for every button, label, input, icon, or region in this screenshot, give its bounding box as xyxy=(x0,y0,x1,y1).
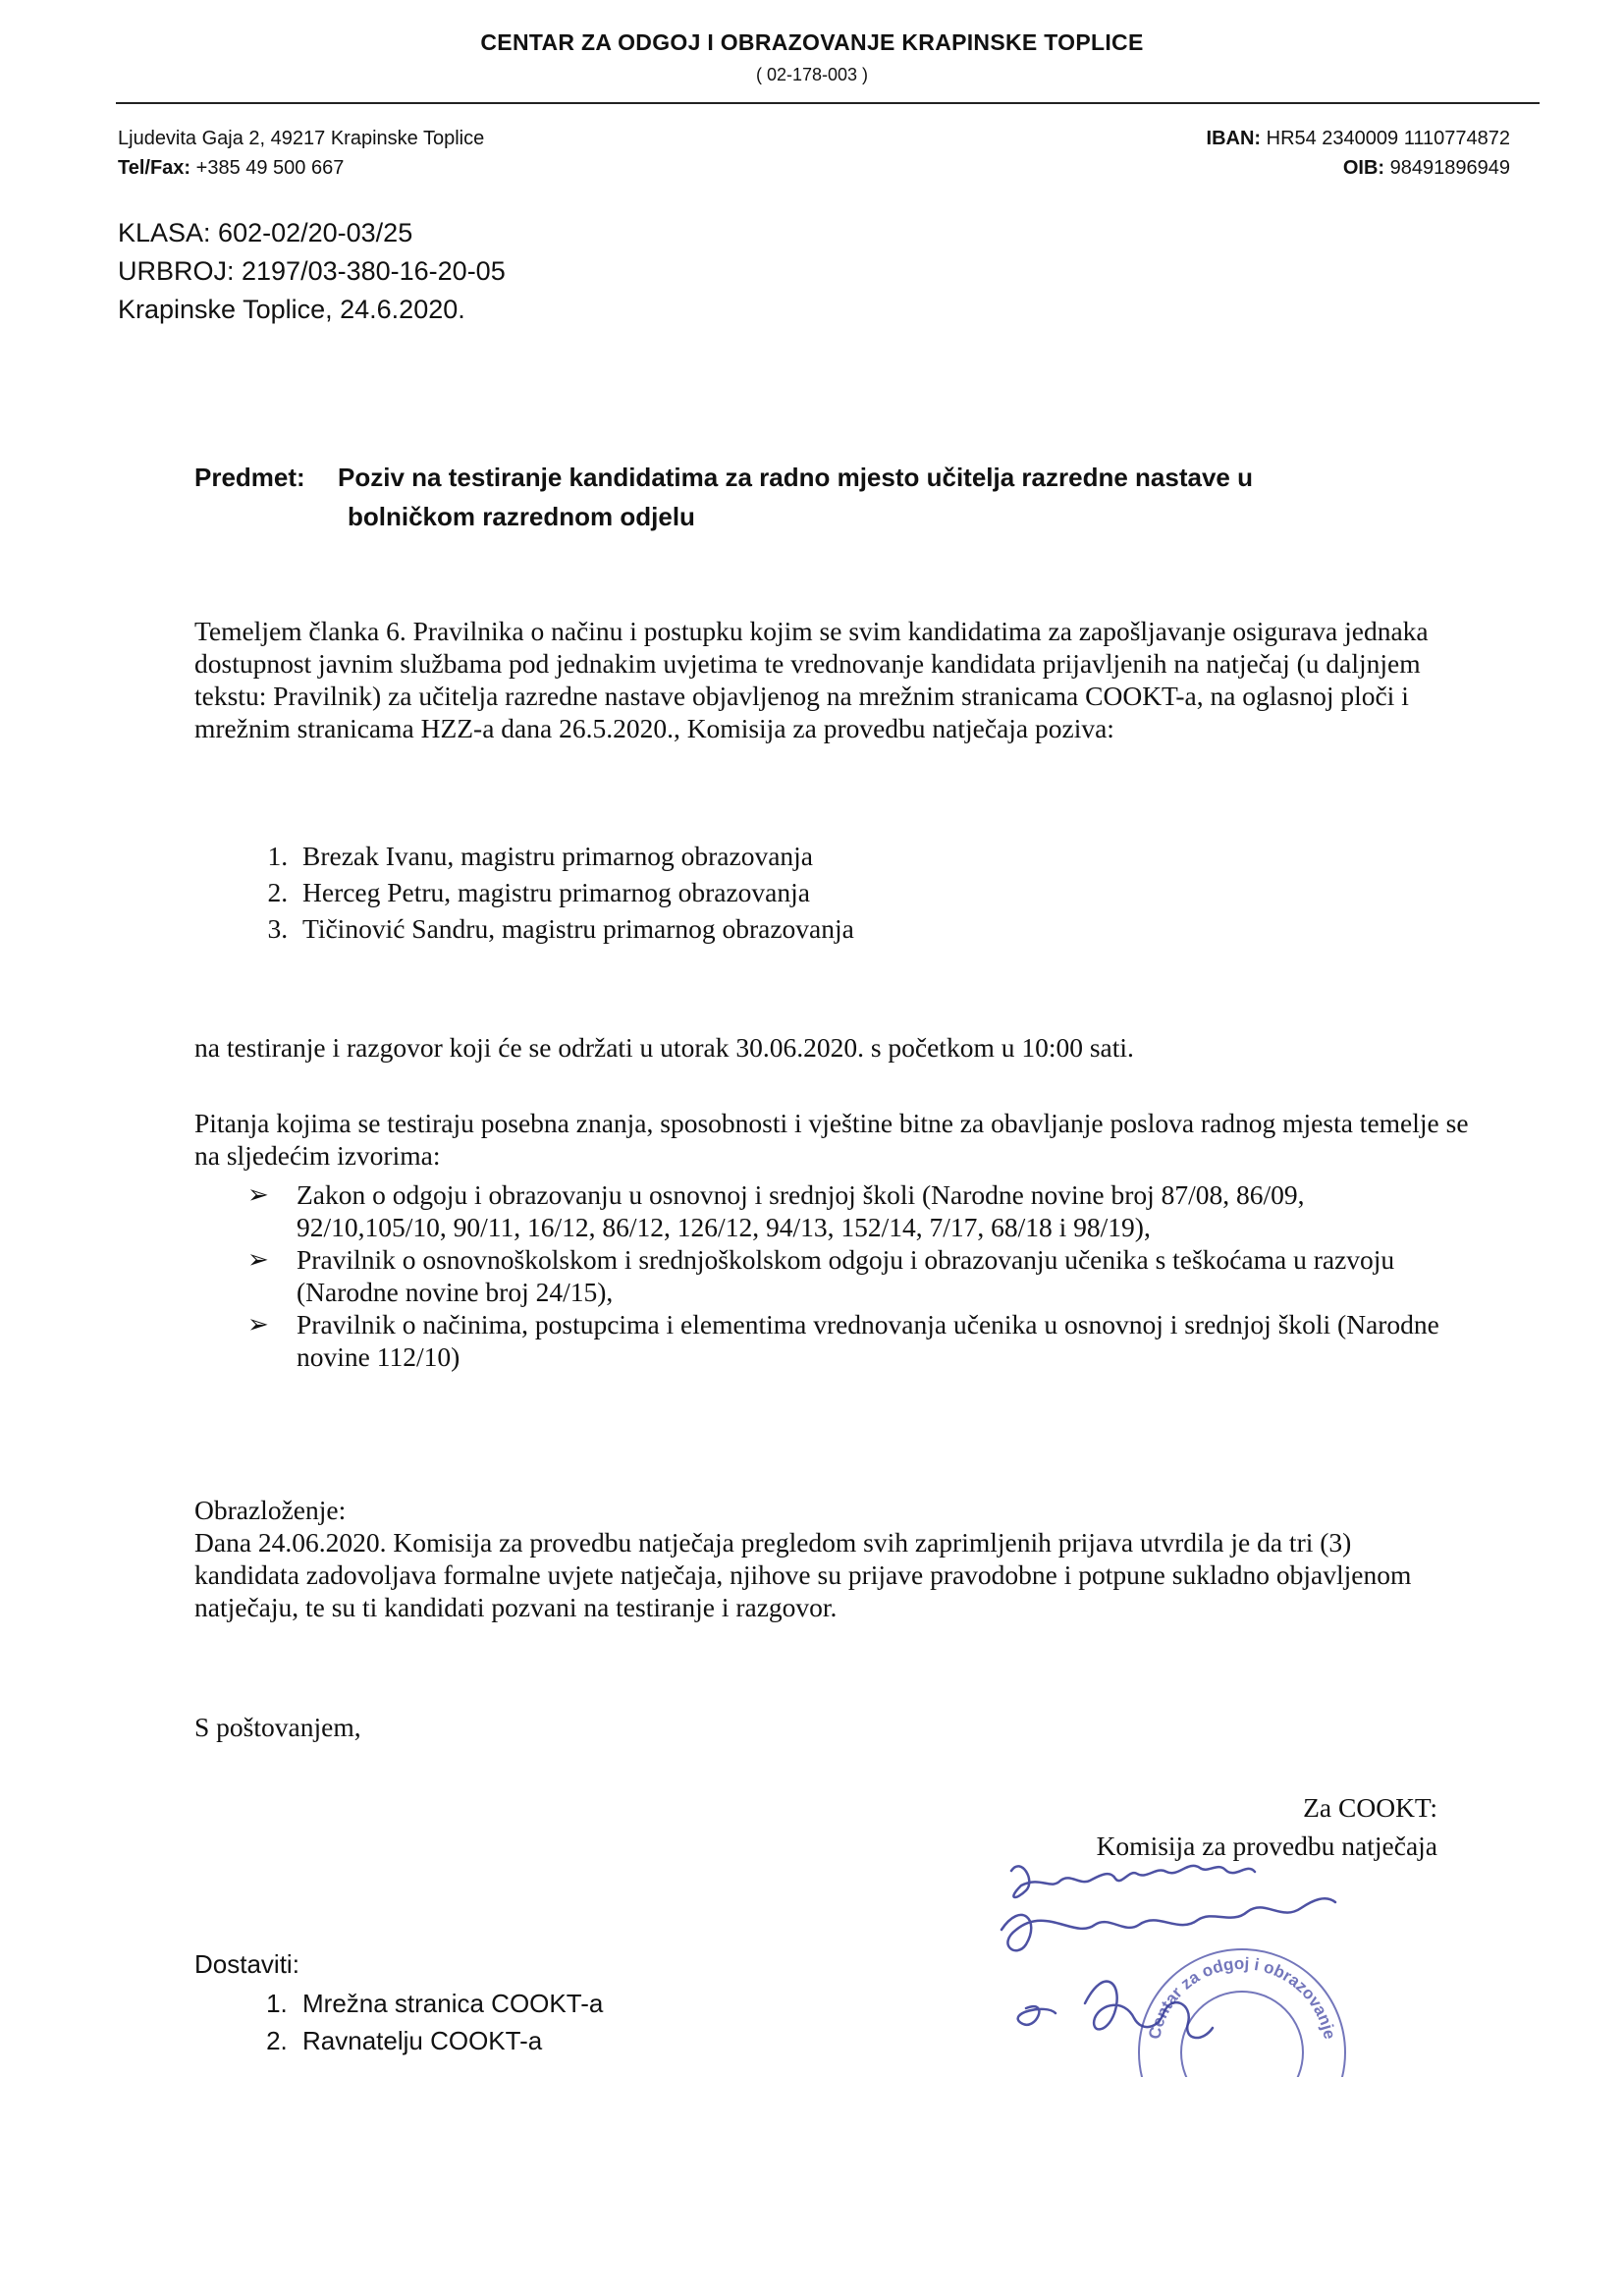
delivery-item: 1. Mrežna stranica COOKT-a xyxy=(295,1985,603,2022)
delivery-title: Dostaviti: xyxy=(194,1949,299,1979)
urbroj-line: URBROJ: 2197/03-380-16-20-05 xyxy=(118,256,506,286)
invitation-paragraph: na testiranje i razgovor koji će se održati u utorak 30.06.2020. s početkom u 10:00 sati. xyxy=(194,1032,1134,1063)
sources-list xyxy=(247,1178,1445,1373)
subject-line-1: Poziv na testiranje kandidatima za radno mjesto učitelja razredne nastave u xyxy=(338,463,1253,492)
source-item xyxy=(247,1178,1445,1243)
source-text: Pravilnik o osnovnoškolskom i srednjoškolskom odgoju i obrazovanju učenika s teškoćama u razvoju (Narodne novine broj 24/15), xyxy=(297,1244,1395,1307)
candidate-list xyxy=(245,838,854,947)
questions-intro: Pitanja kojima se testiraju posebna znanja, sposobnosti i vještine bitne za obavljanje poslova radnog mjesta temelje se na sljedećim izvorima: xyxy=(194,1108,1469,1171)
subject-label: Predmet: xyxy=(194,463,305,492)
phone-label: Tel/Fax: xyxy=(118,157,191,179)
address-block xyxy=(118,124,484,183)
official-stamp-and-signatures xyxy=(972,1851,1414,2077)
phone-line xyxy=(118,153,484,183)
oib-label: OIB: xyxy=(1342,157,1385,179)
signature-line-2: Komisija za provedbu natječaja xyxy=(1096,1831,1437,1861)
explanation-title: Obrazloženje: xyxy=(194,1495,347,1525)
institution-title: CENTAR ZA ODGOJ I OBRAZOVANJE KRAPINSKE TOPLICE xyxy=(480,29,1144,55)
source-item xyxy=(247,1308,1445,1373)
institution-code: ( 02-178-003 ) xyxy=(755,65,869,84)
oib-value: 98491896949 xyxy=(1384,157,1510,179)
iban-label: IBAN: xyxy=(1206,128,1262,149)
bank-info-block xyxy=(1207,124,1510,183)
source-text: Pravilnik o načinima, postupcima i elementima vrednovanja učenika u osnovnoj i srednjoj školi (Narodne novine 112/10) xyxy=(297,1309,1439,1372)
candidate-item: 1. Brezak Ivanu, magistru primarnog obrazovanja xyxy=(295,838,854,874)
iban-value: HR54 2340009 1110774872 xyxy=(1261,128,1510,149)
explanation-text: Dana 24.06.2020. Komisija za provedbu natječaja pregledom svih zaprimljenih prijava utvrdila je da tri (3) kandidata zadovoljava formalne uvjete natječaja, njihove su prijave pravodobne i potpune sukladno objavljenom natječaju, te su ti kandidati pozvani na testiranje i razgovor. xyxy=(194,1527,1412,1622)
arrow-bullet-icon: ➢ xyxy=(247,1180,269,1209)
oib-line xyxy=(1207,153,1510,183)
header-divider xyxy=(116,102,1540,104)
delivery-item: 2. Ravnatelju COOKT-a xyxy=(295,2022,603,2059)
arrow-bullet-icon: ➢ xyxy=(247,1245,269,1274)
signature-line-1: Za COOKT: xyxy=(1303,1792,1437,1823)
intro-paragraph: Temeljem članka 6. Pravilnika o načinu i postupku kojim se svim kandidatima za zapošljavanje osigurava jednaka dostupnost javnim službama pod jednakim uvjetima te vrednovanje kandidata prijavljenih na natječaj (u daljnjem tekstu: Pravilnik) za učitelja razredne nastave objavljenog na mrežnim stranicama COOKT-a, na oglasnoj ploči i mrežnim stranicama HZZ-a dana 26.5.2020., Komisija za provedbu natječaja poziva: xyxy=(194,616,1429,743)
source-item xyxy=(247,1243,1445,1308)
reference-block xyxy=(118,214,506,329)
phone-value: +385 49 500 667 xyxy=(190,157,345,179)
candidate-item: 2. Herceg Petru, magistru primarnog obrazovanja xyxy=(295,874,854,910)
iban-line xyxy=(1207,124,1510,153)
klasa-line: KLASA: 602-02/20-03/25 xyxy=(118,218,413,247)
candidate-item: 3. Tičinović Sandru, magistru primarnog obrazovanja xyxy=(295,910,854,947)
subject-line-2: bolničkom razrednom odjelu xyxy=(348,502,695,531)
address-line: Ljudevita Gaja 2, 49217 Krapinske Toplice xyxy=(118,128,485,149)
delivery-list xyxy=(245,1985,603,2059)
arrow-bullet-icon: ➢ xyxy=(247,1310,269,1339)
source-text: Zakon o odgoju i obrazovanju u osnovnoj i srednjoj školi (Narodne novine broj 87/08, 86/09, 92/10,105/10, 90/11, 16/12, 86/12, 126/12, 94/13, 152/14, 7/17, 68/18 i 98/19), xyxy=(297,1179,1305,1242)
place-date-line: Krapinske Toplice, 24.6.2020. xyxy=(118,295,465,324)
subject-block xyxy=(194,458,1253,536)
greeting: S poštovanjem, xyxy=(194,1712,361,1742)
stamp-top-text: Centar za odgoj i obrazovanje xyxy=(1145,1953,1339,2042)
